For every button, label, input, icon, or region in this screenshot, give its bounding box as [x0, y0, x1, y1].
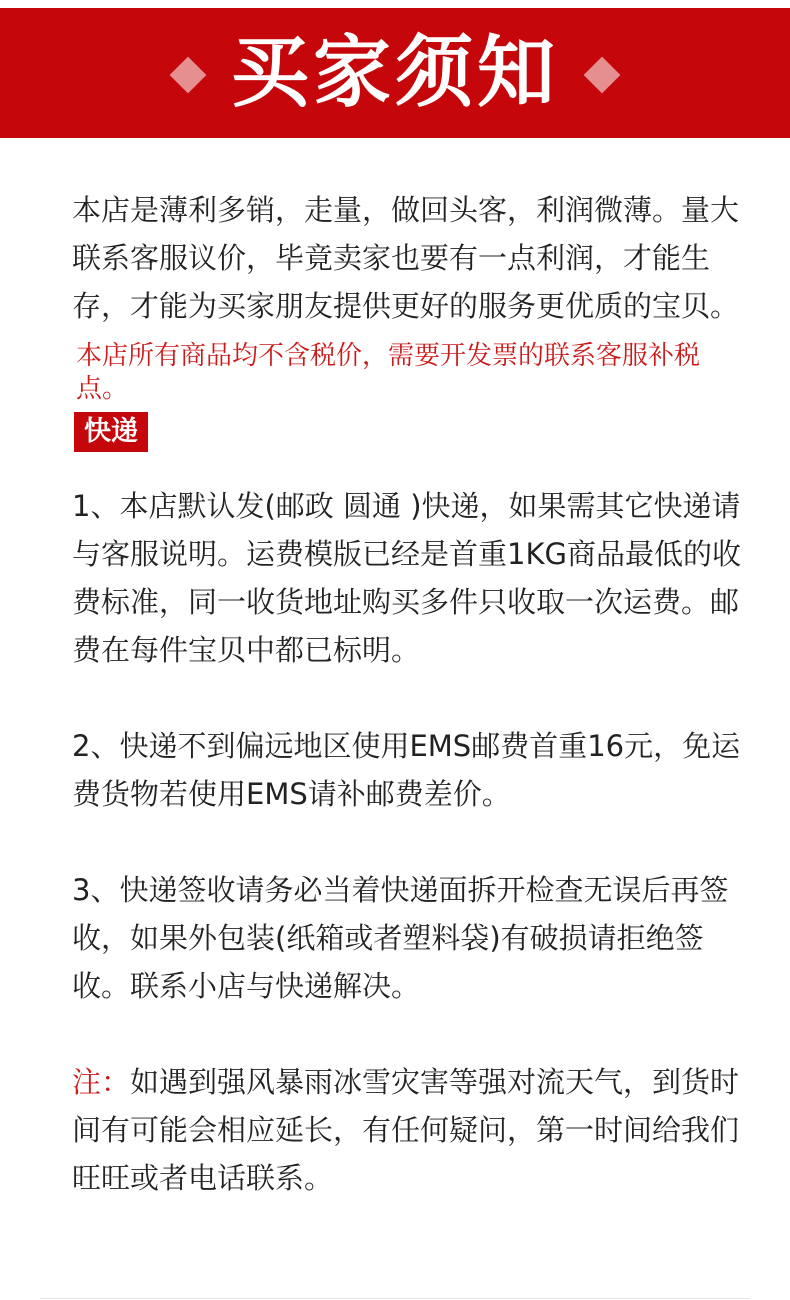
- page-title: 买家须知: [230, 28, 559, 118]
- spacer: [72, 1010, 742, 1058]
- diamond-right-icon: [584, 57, 621, 94]
- notice-text: 如遇到强风暴雨冰雪灾害等强对流天气，到货时间有可能会相应延长，有任何疑问，第一时间给我们旺旺或者电话联系。: [72, 1065, 740, 1195]
- express-item-3: 3、快递签收请务必当着快递面拆开检查无误后再签收，如果外包装(纸箱或者塑料袋)有破损请拒绝签收。联系小店与快递解决。: [72, 873, 729, 1003]
- express-item-2: 2、快递不到偏远地区使用EMS邮费首重16元，免运费货物若使用EMS请补邮费差价。: [72, 729, 741, 811]
- express-section-tag: 快递: [74, 412, 148, 452]
- notice-label: 注：: [72, 1065, 131, 1099]
- diamond-left-icon: [170, 57, 207, 94]
- notice-content: [72, 186, 742, 1202]
- express-item-1: 1、本店默认发(邮政 圆通 )快递，如果需其它快递请与客服说明。运费模版已经是首重1KG商品最低的收费标准，同一收货地址购买多件只收取一次运费。邮费在每件宝贝中都已标明。: [72, 489, 741, 667]
- bottom-divider: [40, 1298, 750, 1299]
- intro-paragraph: 本店是薄利多销，走量，做回头客，利润微薄。量大联系客服议价，毕竟卖家也要有一点利润，才能生存，才能为买家朋友提供更好的服务更优质的宝贝。: [72, 193, 740, 323]
- header-banner: [0, 8, 790, 138]
- tax-note: 本店所有商品均不含税价，需要开发票的联系客服补税点。: [76, 341, 701, 404]
- weather-notice: [72, 1058, 742, 1202]
- spacer: [72, 818, 742, 866]
- spacer: [72, 674, 742, 722]
